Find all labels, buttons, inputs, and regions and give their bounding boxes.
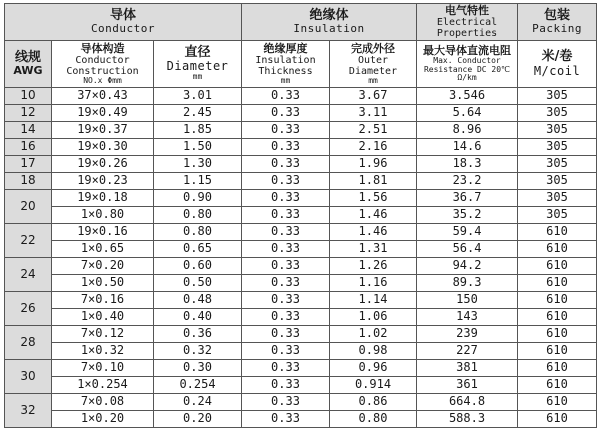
awg-cell: 30 [5,360,52,394]
resistance-cell: 56.4 [417,241,518,258]
outer-diameter-cell: 0.96 [330,360,417,377]
diameter-cell: 0.60 [154,258,242,275]
resistance-header-en-2: Resistance DC 20℃ [423,64,511,74]
construction-cell: 1×0.254 [52,377,154,394]
thickness-cell: 0.33 [242,156,330,173]
construction-cell: 1×0.80 [52,207,154,224]
outer-diameter-cell: 1.46 [330,224,417,241]
packing-cell: 610 [518,275,597,292]
diameter-column-header [154,41,242,88]
outer-header-unit: mm [368,75,378,85]
awg-cell: 10 [5,88,52,105]
resistance-header-cn: 最大导体直流电阻 [423,43,512,57]
outer-diameter-cell: 1.02 [330,326,417,343]
diameter-cell: 0.30 [154,360,242,377]
resistance-cell: 150 [417,292,518,309]
table-row [5,88,597,105]
diameter-cell: 0.24 [154,394,242,411]
packing-header-en: Packing [532,22,582,36]
packing-cell: 610 [518,224,597,241]
thickness-cell: 0.33 [242,275,330,292]
packing-cell: 305 [518,122,597,139]
diameter-cell: 2.45 [154,105,242,122]
electrical-header-cn: 电气特性 [445,3,490,17]
outer-diameter-cell: 1.26 [330,258,417,275]
thickness-cell: 0.33 [242,224,330,241]
packing-group-header [518,4,597,41]
table-row [5,224,597,241]
resistance-cell: 18.3 [417,156,518,173]
packing-cell: 305 [518,88,597,105]
table-row [5,411,597,428]
construction-cell: 7×0.16 [52,292,154,309]
insulation-header-cn: 绝缘体 [309,7,349,23]
packing-cell: 305 [518,139,597,156]
packing-sub-en: M/coil [533,63,581,78]
diameter-cell: 1.50 [154,139,242,156]
construction-header-unit: NO.x Φmm [83,75,122,85]
thickness-cell: 0.33 [242,241,330,258]
packing-cell: 305 [518,207,597,224]
thickness-cell: 0.33 [242,207,330,224]
resistance-cell: 361 [417,377,518,394]
construction-cell: 19×0.23 [52,173,154,190]
outer-diameter-cell: 1.56 [330,190,417,207]
diameter-cell: 1.15 [154,173,242,190]
packing-cell: 305 [518,173,597,190]
diameter-cell: 0.90 [154,190,242,207]
diameter-cell: 0.36 [154,326,242,343]
awg-cell: 28 [5,326,52,360]
construction-cell: 19×0.16 [52,224,154,241]
table-row [5,173,597,190]
table-row [5,105,597,122]
diameter-cell: 0.80 [154,224,242,241]
construction-cell: 1×0.40 [52,309,154,326]
construction-cell: 19×0.26 [52,156,154,173]
awg-cell: 17 [5,156,52,173]
packing-cell: 305 [518,156,597,173]
diameter-cell: 3.01 [154,88,242,105]
outer-diameter-cell: 0.98 [330,343,417,360]
resistance-cell: 664.8 [417,394,518,411]
awg-cell: 20 [5,190,52,224]
outer-diameter-cell: 0.86 [330,394,417,411]
diameter-cell: 0.48 [154,292,242,309]
construction-cell: 7×0.20 [52,258,154,275]
outer-diameter-cell: 1.46 [330,207,417,224]
construction-cell: 7×0.10 [52,360,154,377]
diameter-header-unit: mm [192,72,203,82]
diameter-cell: 0.80 [154,207,242,224]
diameter-cell: 0.32 [154,343,242,360]
thickness-header-en-2: Thickness [258,65,313,77]
conductor-header-cn: 导体 [109,7,136,23]
outer-diameter-cell: 3.11 [330,105,417,122]
packing-cell: 610 [518,292,597,309]
construction-cell: 19×0.49 [52,105,154,122]
resistance-cell: 23.2 [417,173,518,190]
packing-cell: 610 [518,309,597,326]
table-row [5,326,597,343]
resistance-cell: 239 [417,326,518,343]
electrical-group-header [417,4,518,41]
thickness-cell: 0.33 [242,292,330,309]
diameter-cell: 1.30 [154,156,242,173]
diameter-cell: 1.85 [154,122,242,139]
electrical-header-en-1: Electrical [436,17,498,29]
resistance-cell: 14.6 [417,139,518,156]
conductor-header-en: Conductor [90,22,156,36]
resistance-cell: 143 [417,309,518,326]
thickness-cell: 0.33 [242,309,330,326]
resistance-cell: 8.96 [417,122,518,139]
electrical-header-en-2: Properties [436,28,498,40]
resistance-cell: 227 [417,343,518,360]
outer-diameter-cell: 3.67 [330,88,417,105]
diameter-cell: 0.65 [154,241,242,258]
packing-cell: 610 [518,258,597,275]
table-row [5,275,597,292]
outer-diameter-cell: 1.06 [330,309,417,326]
construction-header-cn: 导体构造 [80,41,125,55]
resistance-cell: 5.64 [417,105,518,122]
table-row [5,292,597,309]
table-row [5,343,597,360]
thickness-cell: 0.33 [242,173,330,190]
outer-diameter-cell: 1.14 [330,292,417,309]
awg-cell: 16 [5,139,52,156]
outer-header-cn: 完成外径 [351,41,395,55]
outer-diameter-cell: 2.16 [330,139,417,156]
resistance-cell: 381 [417,360,518,377]
construction-cell: 19×0.30 [52,139,154,156]
resistance-cell: 3.546 [417,88,518,105]
thickness-cell: 0.33 [242,190,330,207]
cable-spec-table [4,3,597,428]
table-row [5,241,597,258]
construction-cell: 19×0.18 [52,190,154,207]
table-row [5,156,597,173]
thickness-cell: 0.33 [242,122,330,139]
thickness-cell: 0.33 [242,139,330,156]
diameter-cell: 0.20 [154,411,242,428]
awg-header-cn: 线规 [14,49,41,65]
thickness-cell: 0.33 [242,360,330,377]
thickness-cell: 0.33 [242,88,330,105]
awg-header-en: AWG [13,64,43,78]
outer-diameter-cell: 2.51 [330,122,417,139]
outer-diameter-cell: 1.31 [330,241,417,258]
diameter-cell: 0.40 [154,309,242,326]
resistance-cell: 59.4 [417,224,518,241]
outer-header-en-2: Diameter [348,65,398,77]
awg-column-header [5,41,52,88]
resistance-cell: 588.3 [417,411,518,428]
packing-cell: 305 [518,190,597,207]
table-row [5,377,597,394]
construction-header-en-1: Conductor [75,54,130,66]
resistance-column-header [417,41,518,88]
table-row [5,360,597,377]
construction-cell: 19×0.37 [52,122,154,139]
diameter-cell: 0.254 [154,377,242,394]
thickness-header-en-1: Insulation [255,54,316,66]
awg-cell: 14 [5,122,52,139]
thickness-cell: 0.33 [242,394,330,411]
thickness-cell: 0.33 [242,326,330,343]
table-row [5,207,597,224]
outer-diameter-cell: 0.80 [330,411,417,428]
packing-sub-cn: 米/卷 [541,49,573,65]
packing-cell: 610 [518,411,597,428]
resistance-cell: 89.3 [417,275,518,292]
awg-cell: 24 [5,258,52,292]
awg-cell: 32 [5,394,52,428]
outer-header-en-1: Outer [357,54,389,66]
construction-cell: 37×0.43 [52,88,154,105]
table-row [5,258,597,275]
construction-column-header [52,41,154,88]
diameter-header-en: Diameter [166,59,229,74]
thickness-header-cn: 绝缘厚度 [263,41,308,55]
construction-cell: 1×0.50 [52,275,154,292]
awg-cell: 12 [5,105,52,122]
insulation-header-en: Insulation [293,22,365,36]
outer-diameter-cell: 0.914 [330,377,417,394]
thickness-cell: 0.33 [242,377,330,394]
table-row [5,190,597,207]
packing-cell: 610 [518,241,597,258]
construction-header-en-2: Construction [66,65,139,77]
outer-diameter-cell: 1.96 [330,156,417,173]
thickness-cell: 0.33 [242,343,330,360]
insulation-group-header [242,4,417,41]
awg-cell: 22 [5,224,52,258]
packing-header-cn: 包装 [544,7,571,23]
resistance-cell: 36.7 [417,190,518,207]
outer-diameter-cell: 1.81 [330,173,417,190]
table-row [5,139,597,156]
awg-cell: 18 [5,173,52,190]
resistance-header-en-1: Max. Conductor [433,55,501,65]
construction-cell: 7×0.12 [52,326,154,343]
thickness-cell: 0.33 [242,411,330,428]
outer-diameter-cell: 1.16 [330,275,417,292]
resistance-cell: 35.2 [417,207,518,224]
diameter-header-cn: 直径 [184,44,211,60]
table-row [5,394,597,411]
construction-cell: 1×0.32 [52,343,154,360]
table-row [5,309,597,326]
construction-cell: 1×0.20 [52,411,154,428]
packing-cell: 610 [518,394,597,411]
awg-cell: 26 [5,292,52,326]
packing-cell: 610 [518,377,597,394]
thickness-cell: 0.33 [242,105,330,122]
thickness-cell: 0.33 [242,258,330,275]
packing-cell: 610 [518,360,597,377]
outer-diameter-column-header [330,41,417,88]
packing-column-header [518,41,597,88]
diameter-cell: 0.50 [154,275,242,292]
packing-cell: 610 [518,343,597,360]
construction-cell: 1×0.65 [52,241,154,258]
resistance-header-unit: Ω/km [457,73,477,83]
packing-cell: 305 [518,105,597,122]
construction-cell: 7×0.08 [52,394,154,411]
table-row [5,122,597,139]
thickness-header-unit: mm [280,75,291,85]
conductor-group-header [5,4,242,41]
thickness-column-header [242,41,330,88]
resistance-cell: 94.2 [417,258,518,275]
packing-cell: 610 [518,326,597,343]
